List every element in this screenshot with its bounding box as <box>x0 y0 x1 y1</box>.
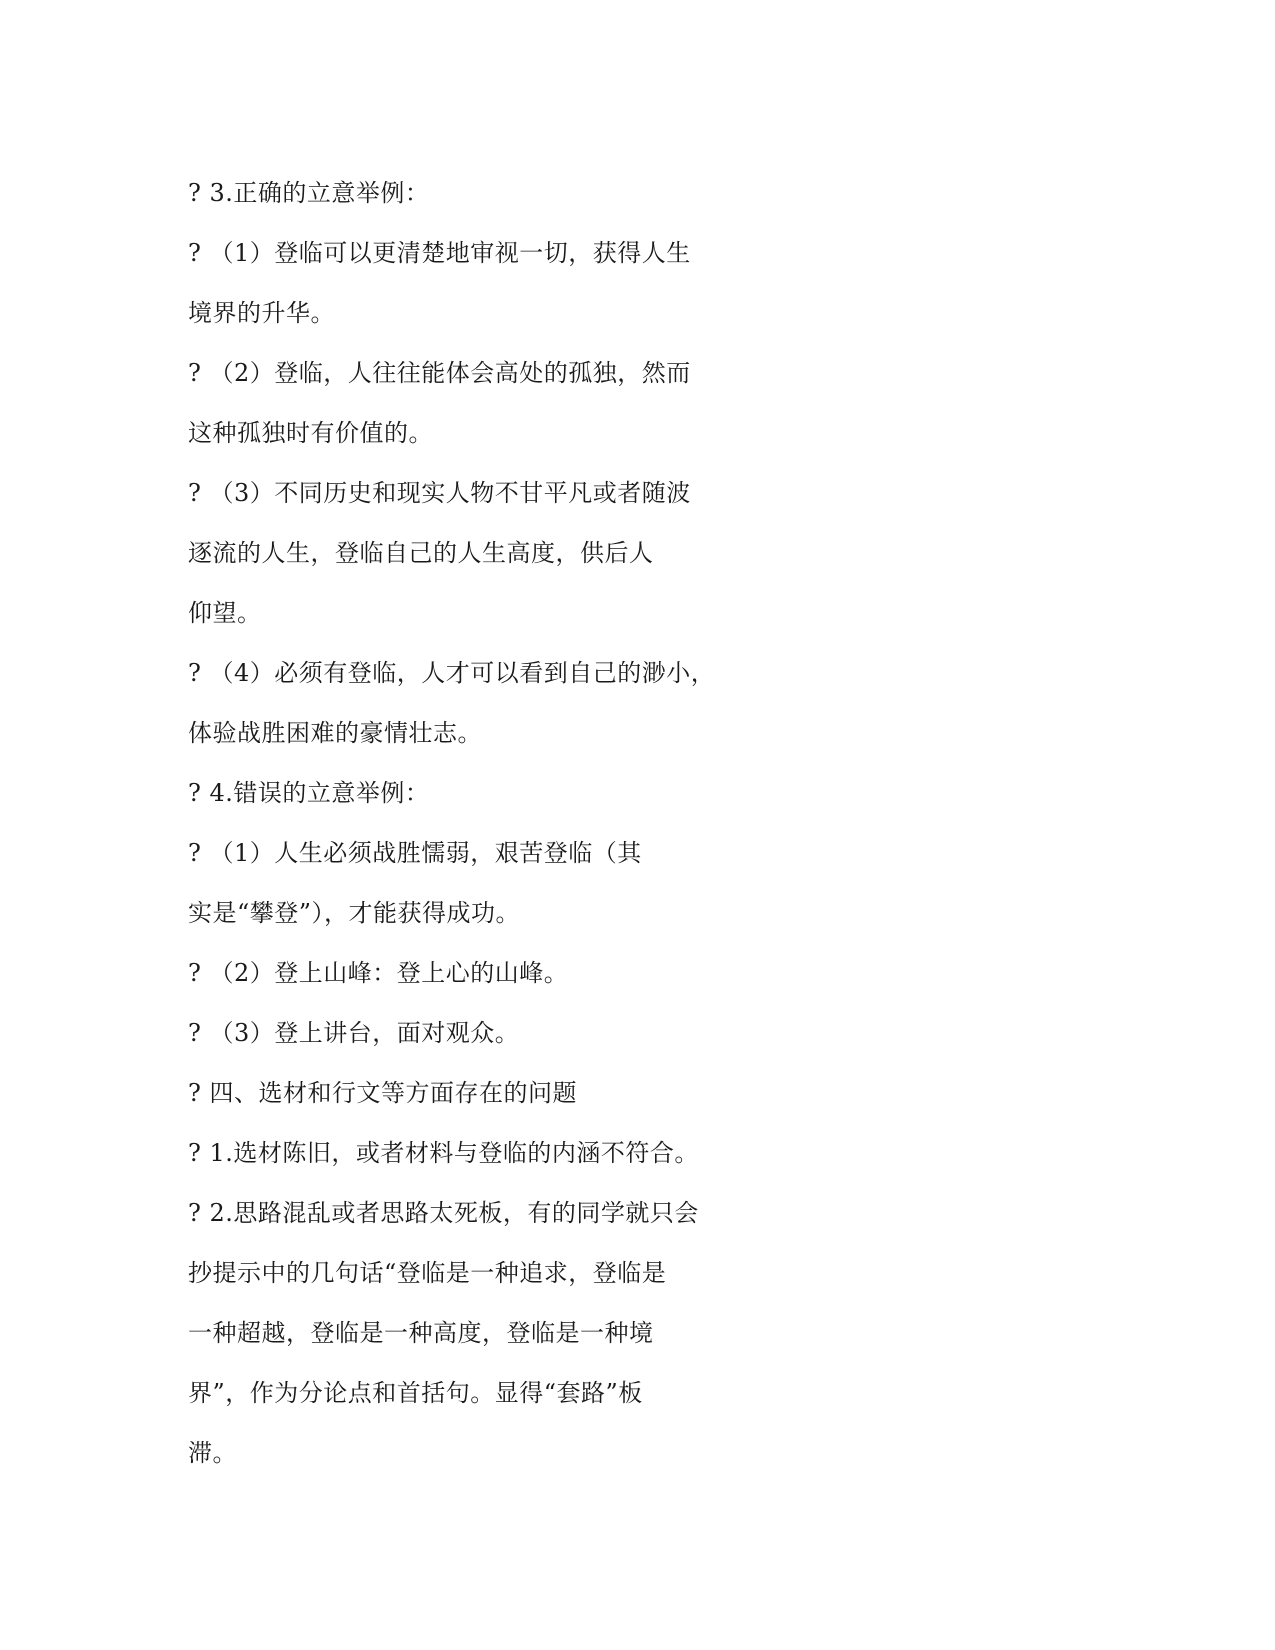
text-line: 逐流的人生，登临自己的人生高度，供后人 <box>188 539 654 567</box>
text-line: ? 3.正确的立意举例： <box>188 179 430 207</box>
text-line: ? （1）人生必须战胜懦弱，艰苦登临（其 <box>188 839 642 867</box>
text-line: ? 4.错误的立意举例： <box>188 779 430 807</box>
text-line: 这种孤独时有价值的。 <box>188 419 433 447</box>
text-line: 一种超越，登临是一种高度，登临是一种境 <box>188 1319 654 1347</box>
text-line: ? （1）登临可以更清楚地审视一切，获得人生 <box>188 239 691 267</box>
text-line: 仰望。 <box>188 599 262 627</box>
text-line: ? 2.思路混乱或者思路太死板，有的同学就只会 <box>188 1199 699 1227</box>
text-line: ? （2）登上山峰：登上心的山峰。 <box>188 959 569 987</box>
text-line: 界”，作为分论点和首括句。显得“套路”板 <box>188 1379 643 1407</box>
text-line: 境界的升华。 <box>188 299 335 327</box>
text-line: ? （3）不同历史和现实人物不甘平凡或者随波 <box>188 479 691 507</box>
text-line: ? （4）必须有登临，人才可以看到自己的渺小， <box>188 659 716 687</box>
text-line: ? 四、选材和行文等方面存在的问题 <box>188 1079 577 1107</box>
text-line: 实是“攀登”），才能获得成功。 <box>188 899 521 927</box>
text-line: 滞。 <box>188 1439 237 1467</box>
text-line: 抄提示中的几句话“登临是一种追求，登临是 <box>188 1259 667 1287</box>
text-line: ? 1.选材陈旧，或者材料与登临的内涵不符合。 <box>188 1139 699 1167</box>
text-line: ? （2）登临，人往往能体会高处的孤独，然而 <box>188 359 691 387</box>
text-line: ? （3）登上讲台，面对观众。 <box>188 1019 520 1047</box>
text-line: 体验战胜困难的豪情壮志。 <box>188 719 482 747</box>
